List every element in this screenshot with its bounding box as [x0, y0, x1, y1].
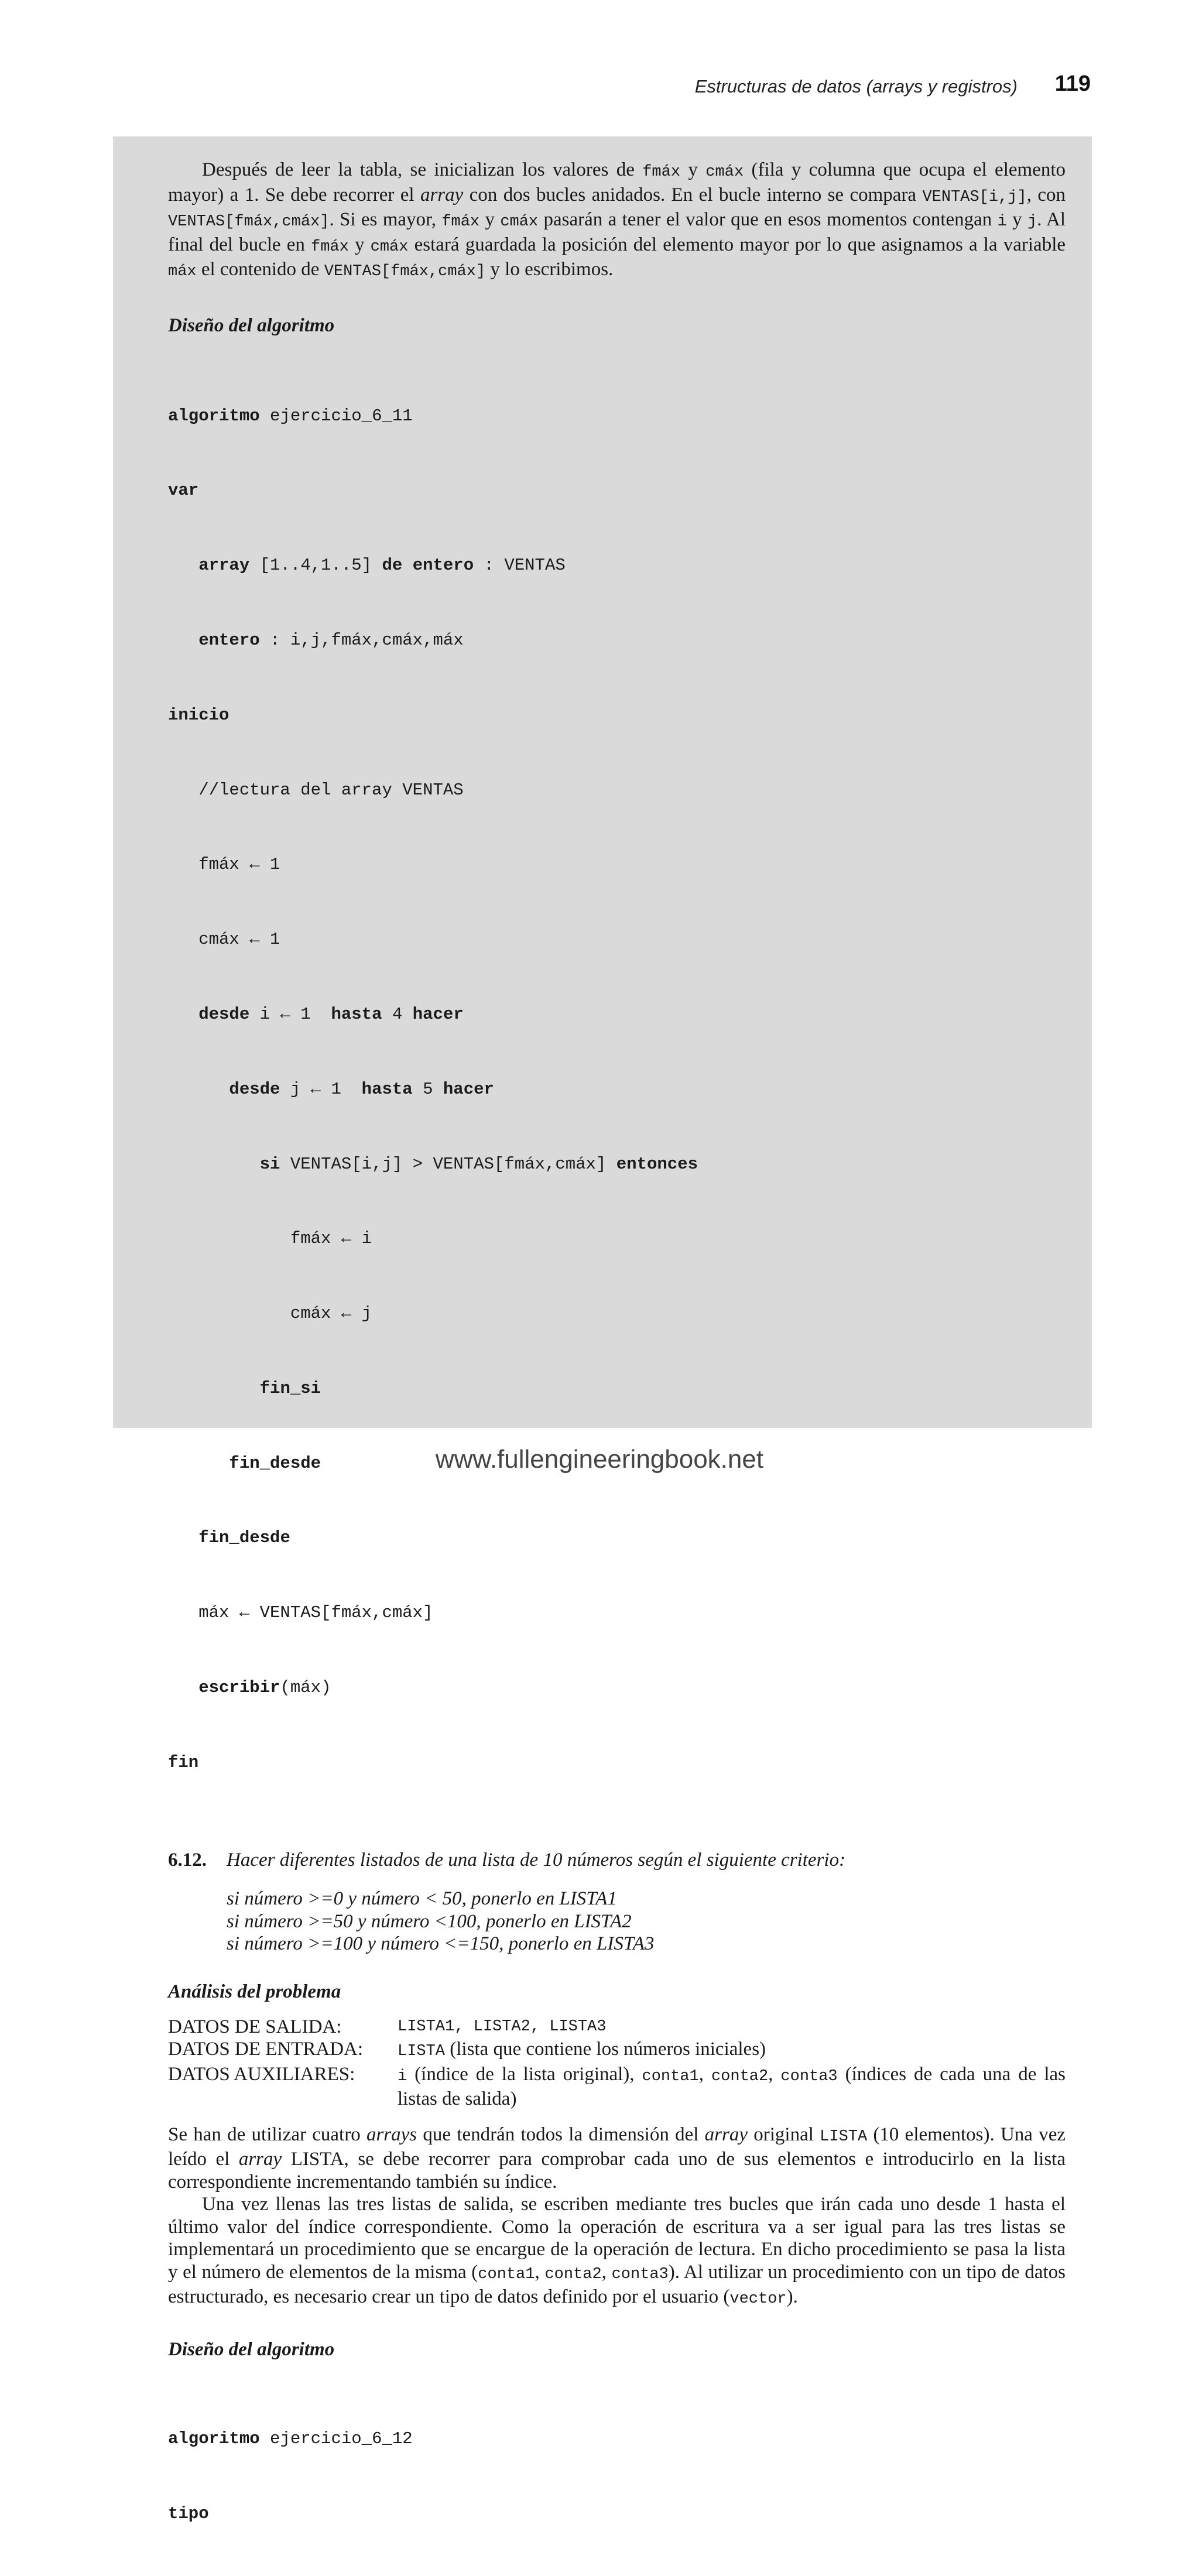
running-title: Estructuras de datos (arrays y registros)	[694, 76, 1018, 97]
code-line: fin_desde	[198, 1528, 290, 1548]
code-line: desde i ← 1 hasta 4 hacer	[198, 1004, 464, 1024]
code-line: //lectura del array VENTAS	[168, 780, 464, 800]
code-line: fmáx ← i	[168, 1229, 372, 1249]
code-line: si VENTAS[i,j] > VENTAS[fmáx,cmáx] entonces	[259, 1154, 698, 1174]
data-row-output: DATOS DE SALIDA: LISTA1, LISTA2, LISTA3	[168, 2016, 607, 2037]
code-line: fin_si	[259, 1378, 321, 1398]
intro-paragraph: Después de leer la tabla, se inicializan los valores de fmáx y cmáx (fila y columna que ocupa el elemento mayor) a 1. Se debe recorrer el array con dos bucles anidados. En el bucle interno se compara VENTAS[i,j], con VENTAS[fmáx,cmáx]. Si es mayor, fmáx y cmáx pasarán a tener el valor que en esos momentos contengan i y j. Al final del bucle en fmáx y cmáx estará guardada la posición del elemento mayor por lo que asignamos a la variable máx el contenido de VENTAS[fmáx,cmáx] y lo escribimos.	[168, 159, 1066, 280]
code-block-6-11	[168, 354, 1066, 1825]
exercise-criteria	[227, 1888, 1066, 1955]
exercise-number: 6.12.	[168, 1849, 207, 1871]
code-line: fin_desde	[229, 1453, 321, 1473]
data-row-auxiliary: DATOS AUXILIARES: i (índice de la lista original), conta1, conta2, conta3 (índices de cada una de las listas de salida)	[168, 2063, 1066, 2110]
page-number: 119	[1054, 71, 1091, 96]
code-line: array [1..4,1..5] de entero : VENTAS	[198, 556, 566, 576]
code-line: máx ← VENTAS[fmáx,cmáx]	[168, 1603, 433, 1623]
exercise-heading	[168, 1849, 1066, 1872]
analysis-paragraph-1: Se han de utilizar cuatro arrays que tendrán todos la dimensión del array original LISTA (10 elementos). Una vez leído el array LISTA, se debe recorrer para comprobar cada uno de sus elementos e introducirlo en la lista correspondiente incrementando también su índice.	[168, 2123, 1066, 2193]
code-line: algoritmo ejercicio_6_11	[168, 406, 413, 426]
data-table	[168, 2016, 1066, 2111]
code-line: var	[168, 481, 199, 501]
exercise-statement: Hacer diferentes listados de una lista de 10 números según el siguiente criterio:	[227, 1849, 846, 1871]
section-heading-analysis: Análisis del problema	[168, 1981, 341, 2002]
code-line: escribir(máx)	[198, 1677, 331, 1697]
section-heading-design: Diseño del algoritmo	[168, 314, 335, 336]
code-line: fmáx ← 1	[168, 855, 280, 875]
data-row-input: DATOS DE ENTRADA: LISTA (lista que contiene los números iniciales)	[168, 2039, 766, 2061]
criterion: si número >=0 y número < 50, ponerlo en LISTA1	[227, 1888, 617, 1910]
code-line: fin	[168, 1752, 199, 1772]
code-line: cmáx ← j	[168, 1304, 372, 1324]
footer-url: www.fullengineeringbook.net	[435, 1445, 764, 1474]
criterion: si número >=50 y número <100, ponerlo en LISTA2	[227, 1910, 632, 1932]
code-block-6-12	[168, 2377, 1066, 2576]
analysis-paragraph-2: Una vez llenas las tres listas de salida, se escriben mediante tres bucles que irán cada uno desde 1 hasta el último valor del índice correspondiente. Como la operación de escritura va a ser igual para las tres listas se implementará un procedimiento que se encargue de la operación de lectura. En dicho procedimiento se pasa la lista y el número de elementos de la misma (conta1, conta2, conta3). Al utilizar un procedimiento con un tipo de datos estructurado, es necesario crear un tipo de datos definido por el usuario (vector).	[168, 2194, 1066, 2308]
code-line: tipo	[168, 2503, 209, 2523]
code-line: algoritmo ejercicio_6_12	[168, 2428, 413, 2448]
code-line: cmáx ← 1	[168, 930, 280, 950]
code-line: entero : i,j,fmáx,cmáx,máx	[198, 631, 464, 650]
section-heading-design-2: Diseño del algoritmo	[168, 2338, 335, 2360]
criterion: si número >=100 y número <=150, ponerlo en LISTA3	[227, 1933, 655, 1955]
code-line: inicio	[168, 705, 229, 725]
code-line: desde j ← 1 hasta 5 hacer	[229, 1079, 494, 1099]
